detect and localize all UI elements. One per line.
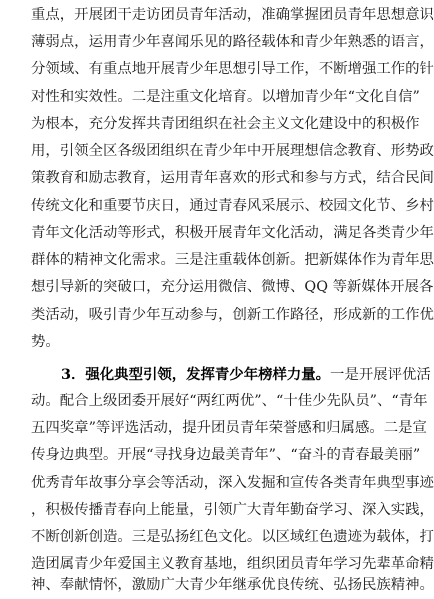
text-line: 为根本，充分发挥共青团组织在社会主义文化建设中的积极作 <box>31 116 420 132</box>
text-line: 类活动，吸引青少年互动参与，创新工作路径，形成新的工作优 <box>31 307 434 323</box>
text-line: ，积极传播青春向上能量，引领广大青年勤奋学习、深入实践， <box>31 502 434 518</box>
text-line: 薄弱点，运用青少年喜闻乐见的路径载体和青少年熟悉的语言， <box>31 34 434 50</box>
text-line: 分领域、有重点地开展青少年思想引导工作，不断增强工作的针 <box>31 61 434 77</box>
section-heading-line <box>61 361 431 388</box>
text-line: 策教育和励志教育，运用青年喜欢的形式和参与方式，结合民间 <box>31 170 434 186</box>
section-heading: 3．强化典型引领，发挥青少年榜样力量。 <box>61 366 331 383</box>
text-line: 势。 <box>31 334 60 350</box>
text-line: 群体的精神文化需求。三是注重载体创新。把新媒体作为青年思 <box>31 252 434 268</box>
text-line: 五四奖章”等评选活动，提升团员青年荣誉感和归属感。二是宣 <box>31 420 427 436</box>
text-line: 青年文化活动等形式，积极开展青年文化活动，满足各类青少年 <box>31 225 434 241</box>
text-line: 动。配合上级团委开展好“两红两优”、“十佳少先队员”、“青年 <box>31 393 428 409</box>
text-line: 不断创新创造。三是弘扬红色文化。以区域红色遗迹为载体，打 <box>31 529 434 545</box>
text-line: 传身边典型。开展“寻找身边最美青年”、“奋斗的青春最美丽” <box>31 447 421 463</box>
text-line: 造团属青少年爱国主义教育基地，组织团员青年学习先辈革命精 <box>31 556 434 572</box>
text-line: 重点，开展团干走访团员青年活动，准确掌握团员青年思想意识 <box>31 7 434 23</box>
text-line: 对性和实效性。二是注重文化培育。以增加青少年“文化自信” <box>31 89 420 105</box>
text-line: 神、奉献情怀，激励广大青少年继承优良传统、弘扬民族精神。 <box>31 577 434 593</box>
text-line: 想引导新的突破口，充分运用微信、微博、QQ 等新媒体开展各 <box>31 279 434 295</box>
text-line: 用，引领全区各级团组织在青少年中开展理想信念教育、形势政 <box>31 143 434 159</box>
text-line: 传统文化和重要节庆日，通过青春风采展示、校园文化节、乡村 <box>31 198 434 214</box>
text-line: 优秀青年故事分享会等活动，深入发掘和宣传各类青年典型事迹 <box>31 475 434 491</box>
heading-continuation: 一是开展评优活 <box>330 367 431 383</box>
